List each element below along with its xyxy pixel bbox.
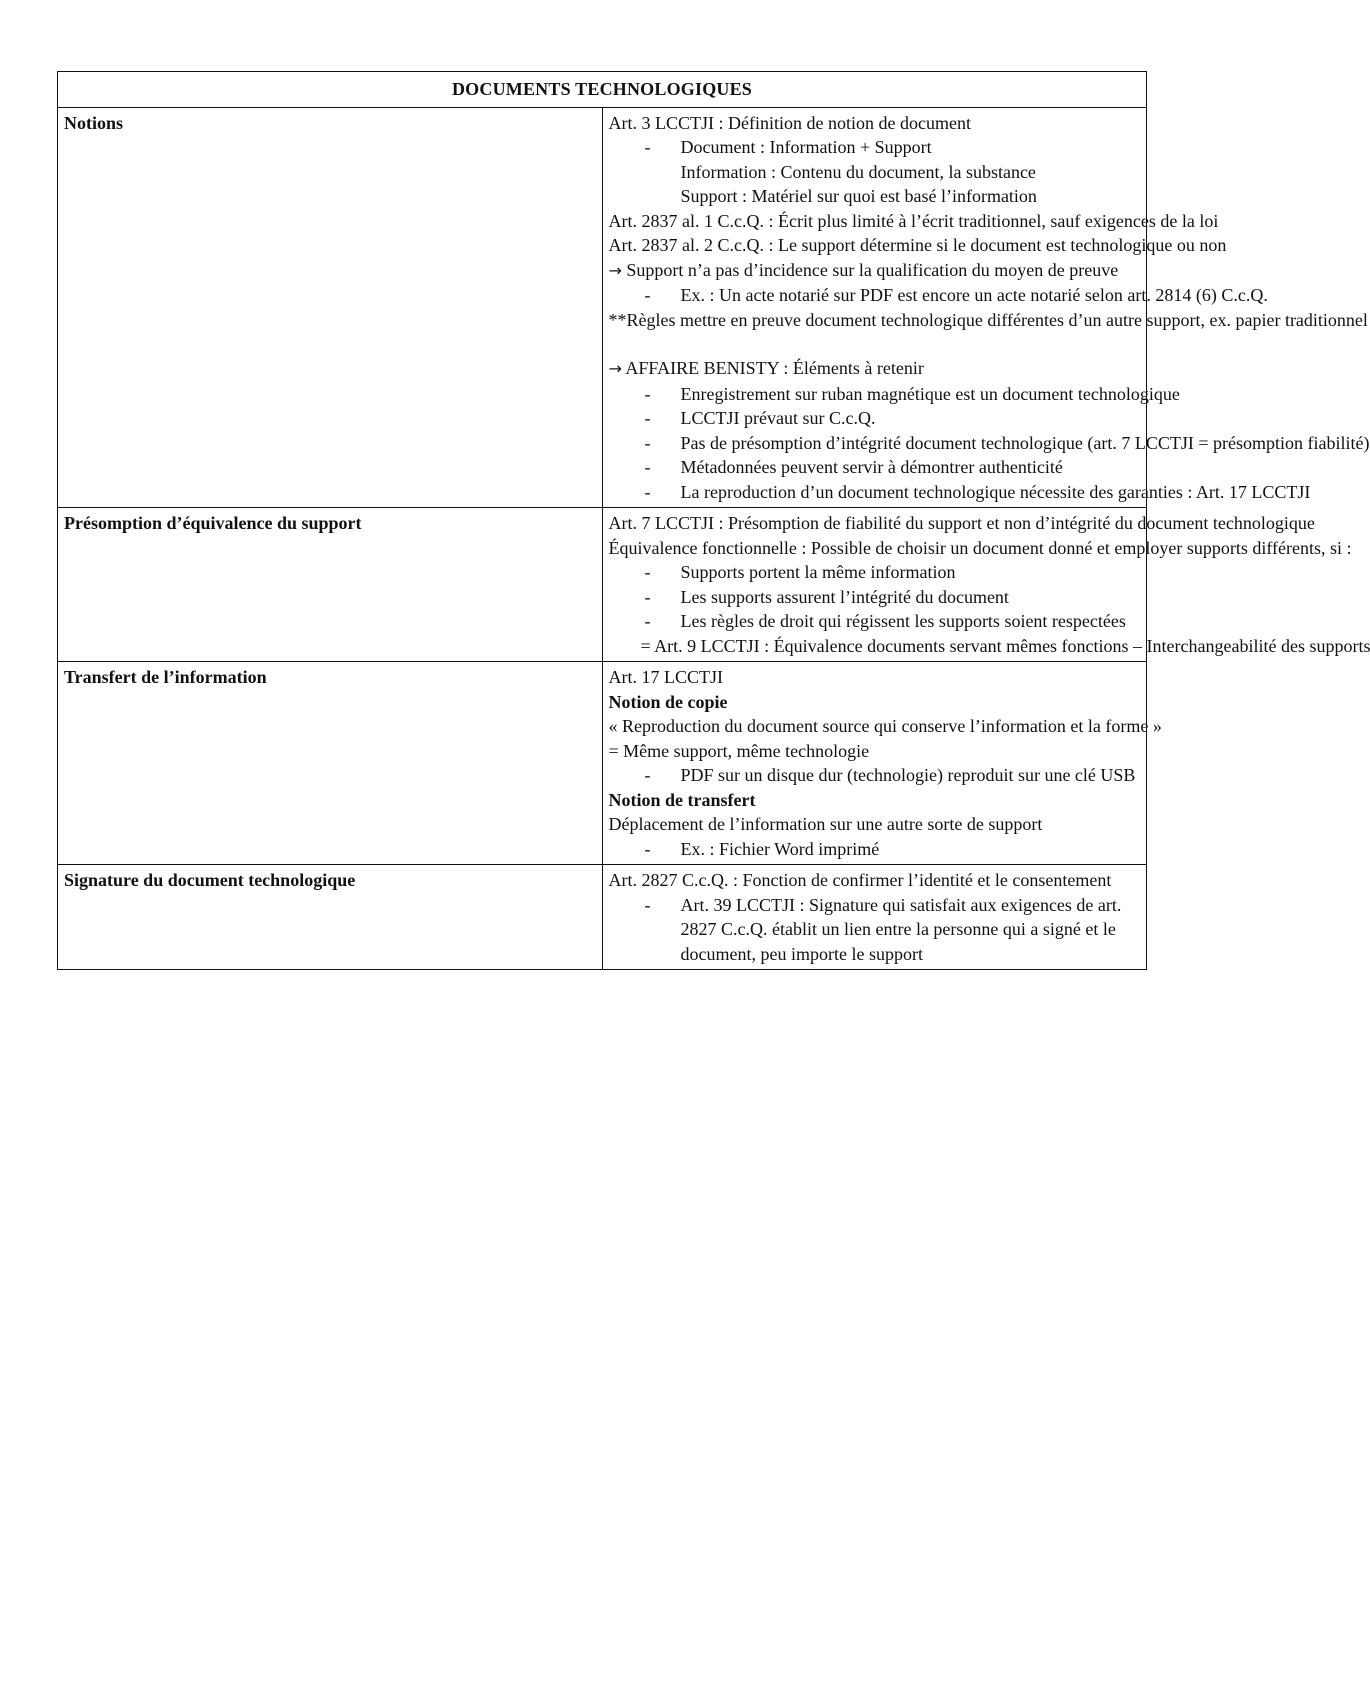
bullet-item [609, 406, 1141, 431]
arrow-text: Support n’a pas d’incidence sur la qualification du moyen de preuve [626, 259, 1119, 280]
bullet-text: Document : Information + Support [680, 137, 932, 157]
text-line: Équivalence fonctionnelle : Possible de choisir un document donné et employer supports différents, si : [608, 537, 1352, 558]
bullet-item [609, 609, 1141, 634]
section-heading: Notion de transfert [608, 789, 756, 810]
document-sheet [57, 71, 1370, 970]
text-line: Art. 2837 al. 1 C.c.Q. : Écrit plus limité à l’écrit traditionnel, sauf exigences de la loi [608, 210, 1219, 231]
dash-marker: - [644, 285, 651, 305]
bullet-item [609, 763, 1141, 788]
row-label: Transfert de l’information [58, 662, 603, 865]
bullet-item [609, 837, 1141, 862]
table-header-row [58, 72, 1147, 108]
arrow-line [609, 356, 1141, 382]
row-content [602, 662, 1162, 865]
dash-marker: - [644, 137, 651, 157]
dash-marker: - [644, 765, 651, 785]
arrow-text: AFFAIRE BENISTY : Éléments à retenir [625, 358, 924, 378]
bullet-item [609, 382, 1180, 407]
bullet-text: Enregistrement sur ruban magnétique est un document technologique [680, 383, 1180, 404]
arrow-line [609, 258, 1141, 284]
right-arrow-icon: → [608, 260, 622, 280]
bullet-text: Ex. : Un acte notarié sur PDF est encore un acte notarié selon art. 2814 (6) C.c.Q. [680, 285, 1268, 305]
bullet-item [609, 455, 1141, 480]
text-line: Art. 3 LCCTJI : Définition de notion de document [608, 112, 971, 133]
bullet-text: Art. 39 LCCTJI : Signature qui satisfait aux exigences de art. 2827 C.c.Q. établit un lien entre la personne qui a signé et le document, peu importe le support [680, 894, 1122, 964]
table-row [58, 662, 1147, 865]
text-line: « Reproduction du document source qui conserve l’information et la forme » [608, 716, 1162, 736]
dash-marker: - [644, 383, 651, 404]
row-label: Présomption d’équivalence du support [58, 508, 603, 662]
table-title: DOCUMENTS TECHNOLOGIQUES [58, 72, 1147, 108]
documents-table [57, 71, 1370, 970]
row-label: Signature du document technologique [58, 865, 603, 970]
bullet-item [609, 480, 1311, 505]
blank-line [609, 332, 1141, 356]
bullet-item [609, 560, 1141, 585]
text-line: Support : Matériel sur quoi est basé l’information [680, 186, 1037, 206]
text-line: Art. 17 LCCTJI [608, 667, 723, 687]
bullet-text: PDF sur un disque dur (technologie) reproduit sur une clé USB [680, 765, 1136, 785]
row-content [602, 508, 1370, 662]
bullet-text: Supports portent la même information [680, 562, 956, 582]
text-line: Information : Contenu du document, la substance [680, 161, 1036, 182]
dash-marker: - [644, 838, 651, 859]
bullet-text: Métadonnées peuvent servir à démontrer authenticité [680, 457, 1063, 477]
dash-marker: - [644, 432, 651, 453]
text-line: Art. 7 LCCTJI : Présomption de fiabilité du support et non d’intégrité du document technologique [608, 513, 1315, 533]
section-heading: Notion de copie [608, 691, 728, 712]
right-arrow-icon: → [608, 359, 622, 378]
text-line: Art. 2827 C.c.Q. : Fonction de confirmer l’identité et le consentement [608, 870, 1112, 890]
row-content [602, 107, 1370, 508]
bullet-text: La reproduction d’un document technologique nécessite des garanties : Art. 17 LCCTJI [680, 481, 1311, 502]
dash-marker: - [644, 408, 651, 428]
text-line: = Même support, même technologie [608, 740, 870, 761]
dash-marker: - [644, 457, 651, 477]
dash-marker: - [644, 894, 651, 915]
text-line: Déplacement de l’information sur une autre sorte de support [608, 814, 1043, 834]
dash-marker: - [644, 481, 651, 502]
dash-marker: - [644, 562, 651, 582]
text-line: = Art. 9 LCCTJI : Équivalence documents servant mêmes fonctions – Interchangeabilité des supports [640, 635, 1370, 656]
dash-marker: - [644, 611, 651, 631]
table-row [58, 107, 1147, 508]
bullet-item [609, 431, 1370, 456]
dash-marker: - [644, 586, 651, 607]
row-content [602, 865, 1147, 970]
bullet-text: LCCTJI prévaut sur C.c.Q. [680, 408, 876, 428]
bullet-text: Pas de présomption d’intégrité document technologique (art. 7 LCCTJI = présomption fiabilité) [680, 432, 1370, 453]
row-label: Notions [58, 107, 603, 508]
bullet-item [609, 585, 1141, 610]
bullet-item [609, 135, 1141, 160]
bullet-item [609, 893, 1141, 967]
bullet-text: Ex. : Fichier Word imprimé [680, 838, 880, 859]
bullet-text: Les règles de droit qui régissent les supports soient respectées [680, 611, 1126, 631]
text-line: **Règles mettre en preuve document technologique différentes d’un autre support, ex. papier traditionnel [608, 309, 1368, 330]
table-row [58, 865, 1147, 970]
text-line: Art. 2837 al. 2 C.c.Q. : Le support détermine si le document est technologique ou non [608, 235, 1227, 255]
table-row [58, 508, 1147, 662]
bullet-item [609, 283, 1268, 308]
table-body [58, 107, 1370, 970]
bullet-text: Les supports assurent l’intégrité du document [680, 586, 1009, 607]
